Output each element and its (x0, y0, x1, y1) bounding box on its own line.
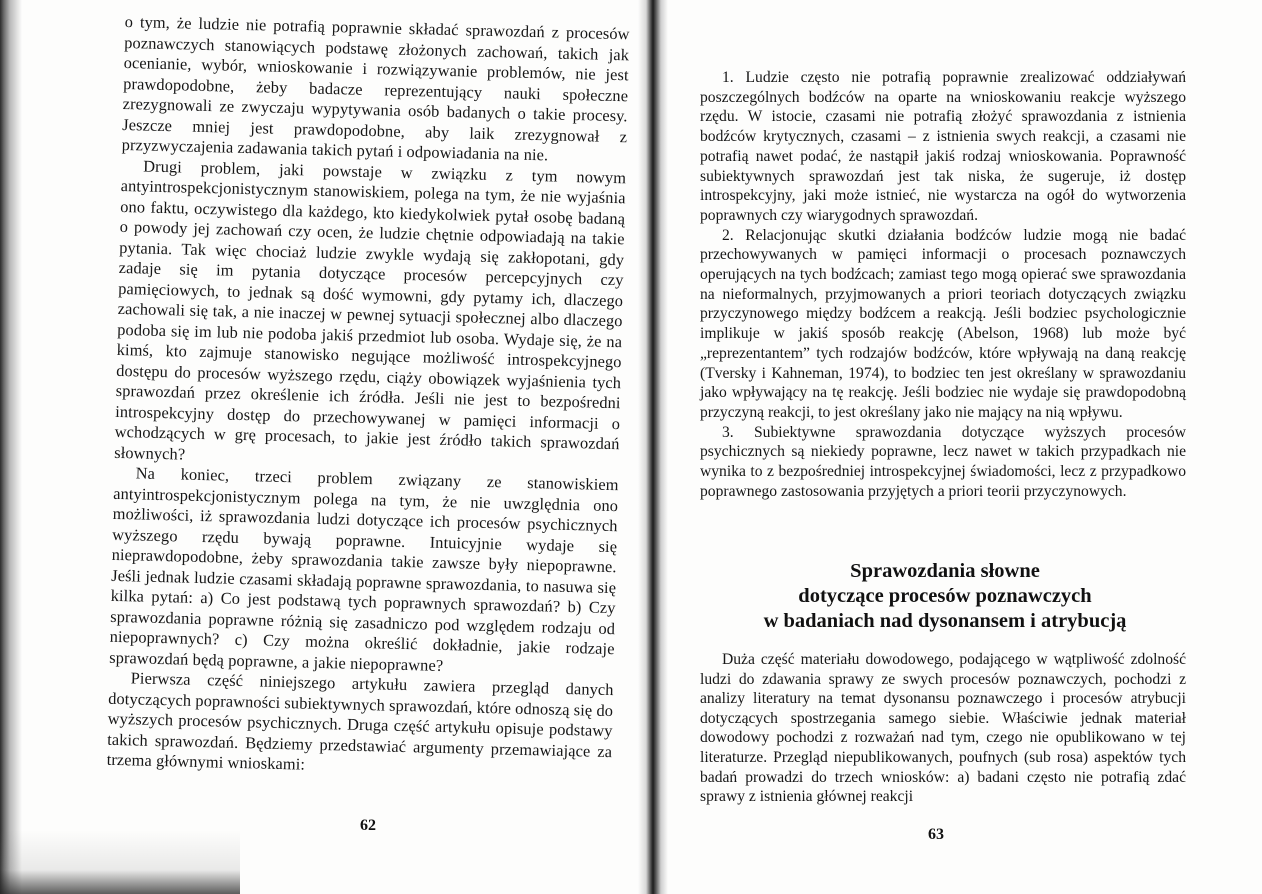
paragraph: 2. Relacjonując skutki działania bodźców ludzie mogą nie badać przechowywanych w pamięci informacji o procesach poznawczych operujących na tych bodźcach; zamiast tego mogą opierać swe sprawozdania na nieformalnych, przyjmowanych a priori teoriach dotyczących związku przyczynowego między bodźcem a reakcją. Jeśli bodziec psychologicznie implikuje w jakiś sposób reakcję (Abelson, 1968) lub może być „reprezentantem” tych rodzajów bodźców, które wpływają na daną reakcję (Tversky i Kahneman, 1974), to bodziec ten jest określany w sprawozdaniu jako wpływający na tę reakcję. Jeśli bodziec nie wydaje się prawdopodobną przyczyną reakcji, to jest określany jako nie mający na nią wpływu. (700, 226, 1186, 421)
right-page (700, 0, 1190, 894)
paragraph: Pierwsza część niniejszego artykułu zawiera przegląd danych dotyczących poprawności subiektywnych sprawozdań, które odnoszą się do wyższych procesów psychicznych. Druga część artykułu opisuje podstawy takich sprawozdań. Będziemy przedstawiać argumenty przemawiające za trzema głównymi wnioskami: (106, 668, 614, 774)
section-heading (700, 559, 1190, 634)
page-number: 63 (928, 826, 944, 843)
left-page-text (106, 12, 629, 783)
right-page-text (700, 68, 1186, 501)
heading-line: dotyczące procesów poznawczych (798, 585, 1092, 607)
scan-edge-shadow (0, 0, 22, 894)
heading-line: Sprawozdania słowne (850, 560, 1040, 582)
paragraph: Duża część materiału dowodowego, podającego w wątpliwość zdolność ludzi do zdawania sprawy ze swych procesów poznawczych, pochodzi z analizy literatury na temat dysonansu poznawczego i procesów atrybucji dotyczących spostrzegania samego siebie. Właściwie jednak materiał dowodowy pochodzi z rozważań nad tym, czego nie opublikowano w tej literaturze. Przegląd niepublikowanych, poufnych (sub rosa) aspektów tych badań prowadzi do trzech wniosków: a) badani często nie potrafią zdać sprawy z istnienia głównej reakcji (700, 651, 1186, 806)
book-gutter (638, 0, 668, 894)
left-page (106, 0, 630, 894)
page-number: 62 (360, 817, 376, 834)
paragraph: Na koniec, trzeci problem związany ze stanowiskiem antyintrospekcjonistycznym polega na tym, że nie uwzględnia ono możliwości, iż sprawozdania ludzi dotyczące ich procesów psychicznych wyższego rzędu bywają poprawne. Intuicyjnie wydaje się nieprawdopodobne, żeby sprawozdania takie zawsze były niepoprawne. Jeśli jednak ludzie czasami składają poprawne sprawozdania, to nasuwa się kilka pytań: a) Co jest podstawą tych poprawnych sprawozdań? b) Czy sprawozdania poprawne różnią się zasadniczo pod względem rodzaju od niepoprawnych? c) Czy można określić dokładnie, jakie rodzaje sprawozdań będą poprawne, a jakie niepoprawne? (109, 463, 619, 675)
paragraph: o tym, że ludzie nie potrafią poprawnie składać sprawozdań z procesów poznawczych stanowiących podstawę złożonych zachowań, takich jak ocenianie, wybór, wnioskowanie i rozwiązywanie problemów, nie jest prawdopodobne, żeby badacze reprezentujący nauki społeczne zrezygnowali ze zwyczaju wypytywania osób badanych o takie procesy. Jeszcze mniej jest prawdopodobne, aby laik zrezygnował z przyzwyczajenia zadawania takich pytań i odpowiadania na nie. (121, 12, 630, 165)
paragraph: 3. Subiektywne sprawozdania dotyczące wyższych procesów psychicznych są niekiedy poprawne, lecz nawet w takich przypadkach nie wynika to z bezpośredniej introspekcyjnej świadomości, lecz z przypadkowo poprawnego zastosowania przyjętych a priori teorii przyczynowych. (700, 423, 1186, 500)
paragraph: Drugi problem, jaki powstaje w związku z tym nowym antyintrospekcjonistycznym stanowiskiem, polega na tym, że nie wyjaśnia ono faktu, oczywistego dla każdego, kto kiedykolwiek pytał osobę badaną o powody jej zachowań czy ocen, że ludzie chętnie odpowiadają na takie pytania. Tak więc chociaż ludzie zwykle wydają się zakłopotani, gdy zadaje się im pytania dotyczące procesów percepcyjnych czy pamięciowych, to jednak są dość wymowni, gdy pytamy ich, dlaczego zachowali się tak, a nie inaczej w pewnej sytuacji społecznej albo dlaczego podoba się im lub nie podoba jakiś przedmiot lub osoba. Wydaje się, że na kimś, kto zajmuje stanowisko negujące możliwość introspekcyjnego dostępu do procesów wyższego rzędu, ciąży obowiązek wyjaśnienia tych sprawozdań przez określenie ich źródła. Jeśli nie jest to bezpośredni introspekcyjny dostęp do przechowywanej w pamięci informacji o wchodzących w grę procesach, to jakie jest źródło takich sprawozdań słownych? (114, 155, 627, 464)
section-body (700, 650, 1186, 807)
paragraph: 1. Ludzie często nie potrafią poprawnie zrealizować oddziaływań poszczególnych bodźców na oparte na wnioskowaniu reakcje wyższego rzędu. W istocie, czasami nie potrafią złożyć sprawozdania z istnienia bodźców krytycznych, czasami – z istnienia swych reakcji, a czasami nie potrafią nawet podać, że nastąpił jakiś rodzaj wnioskowania. Poprawność subiektywnych sprawozdań jest tak niska, że sugeruje, iż dostęp introspekcyjny, jaki może istnieć, nie wystarcza na ogół do wytworzenia poprawnych czy wiarygodnych sprawozdań. (700, 69, 1186, 224)
heading-line: w badaniach nad dysonansem i atrybucją (763, 610, 1127, 632)
